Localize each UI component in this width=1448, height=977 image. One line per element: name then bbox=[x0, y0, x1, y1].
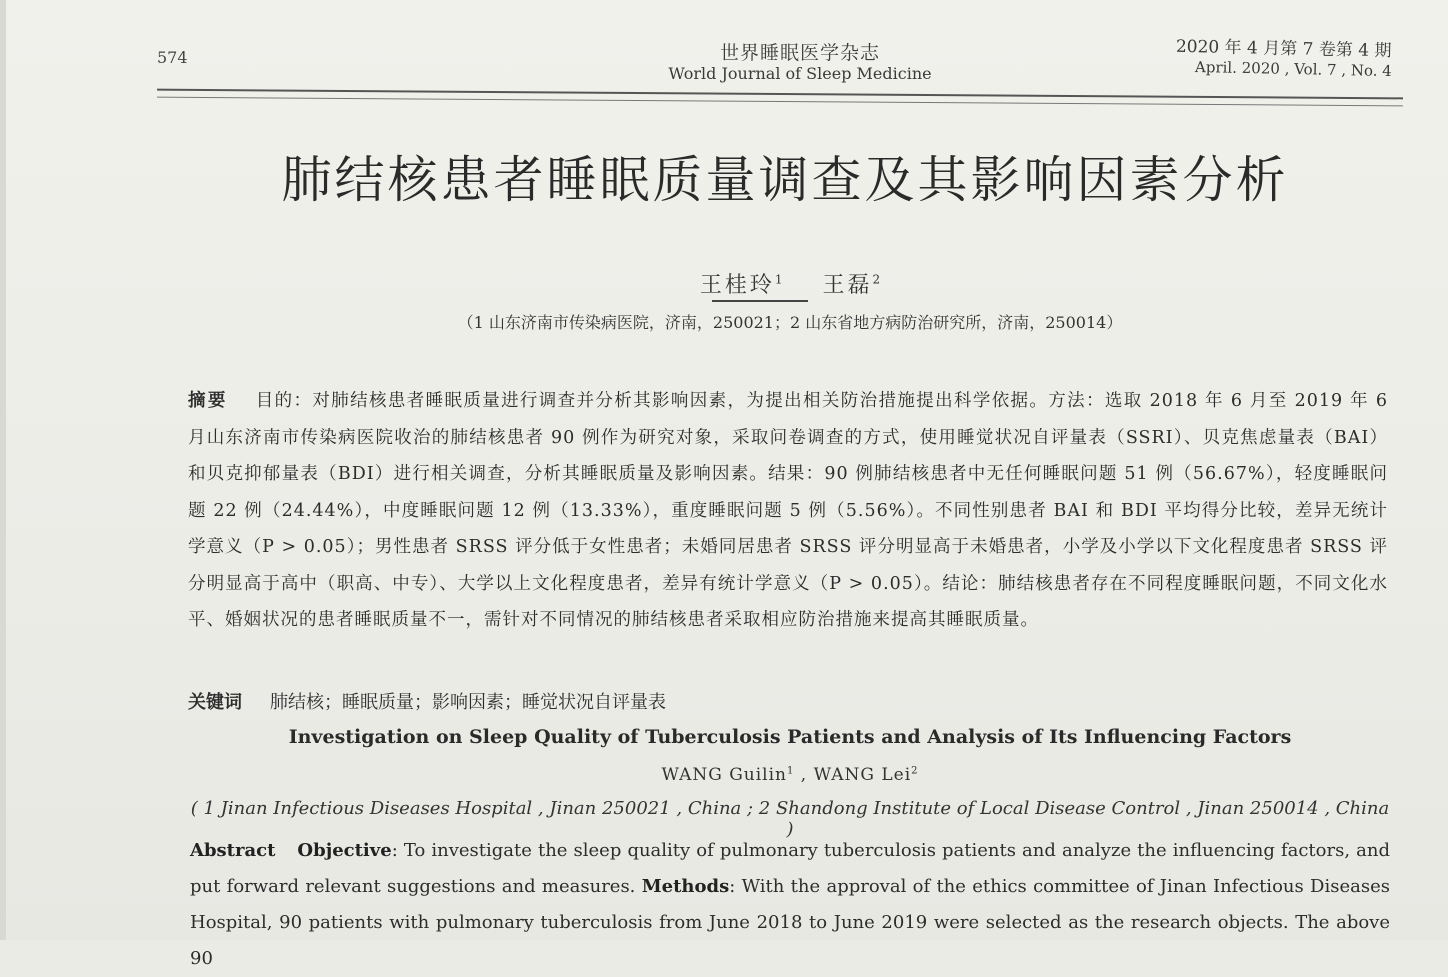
methods-label: Methods bbox=[641, 876, 730, 897]
affiliation-en: ( 1 Jinan Infectious Diseases Hospital , Jinan 250021 , China ; 2 Shandong Institute of Local Disease Control , Jinan 250014 , China ) bbox=[190, 798, 1390, 840]
methods-text: : With the approval of the ethics committee of Jinan Infectious Diseases Hospital, 90 patients with pulmonary tuberculosis from June 2018 to June 2019 were selected as the research objects. The above 90 bbox=[190, 876, 1390, 969]
author-name: 王磊 bbox=[822, 273, 873, 298]
page-edge bbox=[0, 0, 6, 940]
abstract-cn bbox=[188, 383, 1388, 639]
abstract-label-cn: 摘要 bbox=[188, 391, 228, 411]
author-affiliation-mark: 1 bbox=[787, 765, 795, 777]
journal-name-en: World Journal of Sleep Medicine bbox=[668, 64, 932, 83]
keywords-cn bbox=[188, 688, 1388, 714]
paper-title-cn: 肺结核患者睡眠质量调查及其影响因素分析 bbox=[281, 151, 1289, 209]
author-name-en: WANG Lei bbox=[813, 765, 912, 785]
page-number: 574 bbox=[157, 48, 188, 67]
author-affiliation-mark: 2 bbox=[911, 765, 919, 777]
authors-cn bbox=[560, 268, 1020, 299]
objective-label: Objective bbox=[297, 840, 392, 861]
abstract-text-cn: 目的：对肺结核患者睡眠质量进行调查并分析其影响因素，为提出相关防治措施提出科学依据。方法：选取 2018 年 6 月至 2019 年 6 月山东济南市传染病医院收治的肺结核患者 90 例作为研究对象，采取问卷调查的方式，使用睡觉状况自评量表（SSRI）、贝克焦虑量表（BAI）和贝克抑郁量表（BDI）进行相关调查，分析其睡眠质量及影响因素。结果：90 例肺结核患者中无任何睡眠问题 51 例（56.67%），轻度睡眠问题 22 例（24.44%），中度睡眠问题 12 例（13.33%），重度睡眠问题 5 例（5.56%）。不同性别患者 BAI 和 BDI 平均得分比较，差异无统计学意义（P > 0.05）；男性患者 SRSS 评分低于女性患者；未婚同居患者 SRSS 评分明显高于未婚患者，小学及小学以下文化程度患者 SRSS 评分明显高于高中（职高、中专）、大学以上文化程度患者，差异有统计学意义（P > 0.05）。结论：肺结核患者存在不同程度睡眠问题，不同文化水平、婚姻状况的患者睡眠质量不一，需针对不同情况的肺结核患者采取相应防治措施来提高其睡眠质量。 bbox=[188, 391, 1389, 630]
author-name-en: WANG Guilin bbox=[661, 765, 788, 785]
issue-info-cn: 2020 年 4 月第 7 卷第 4 期 bbox=[1176, 36, 1393, 62]
keywords-text-cn: 肺结核；睡眠质量；影响因素；睡觉状况自评量表 bbox=[270, 692, 666, 713]
affiliation-cn: （1 山东济南市传染病医院，济南，250021；2 山东省地方病防治研究所，济南，250014） bbox=[457, 313, 1123, 332]
handwritten-underline bbox=[712, 300, 808, 302]
authors-en: WANG Guilin$^1$ , WANG Lei$^2$ bbox=[661, 765, 919, 785]
header-rule bbox=[157, 89, 1403, 107]
keywords-label-cn: 关键词 bbox=[188, 692, 242, 713]
abstract-label-en: Abstract bbox=[190, 840, 276, 861]
author-affiliation-mark: 2 bbox=[872, 272, 881, 287]
journal-name-cn: 世界睡眠医学杂志 bbox=[719, 42, 880, 64]
issue-info-en: April. 2020 , Vol. 7 , No. 4 bbox=[1194, 57, 1393, 81]
objective-text: : To investigate the sleep quality of pulmonary tuberculosis patients and analyze the influencing factors, and put forward relevant suggestions and measures. bbox=[190, 840, 1390, 897]
paper-title-en: Investigation on Sleep Quality of Tuberculosis Patients and Analysis of Its Influencing Factors bbox=[288, 726, 1292, 748]
author-name: 王桂玲 bbox=[699, 273, 775, 298]
abstract-en bbox=[190, 833, 1390, 977]
author-affiliation-mark: 1 bbox=[774, 272, 783, 287]
